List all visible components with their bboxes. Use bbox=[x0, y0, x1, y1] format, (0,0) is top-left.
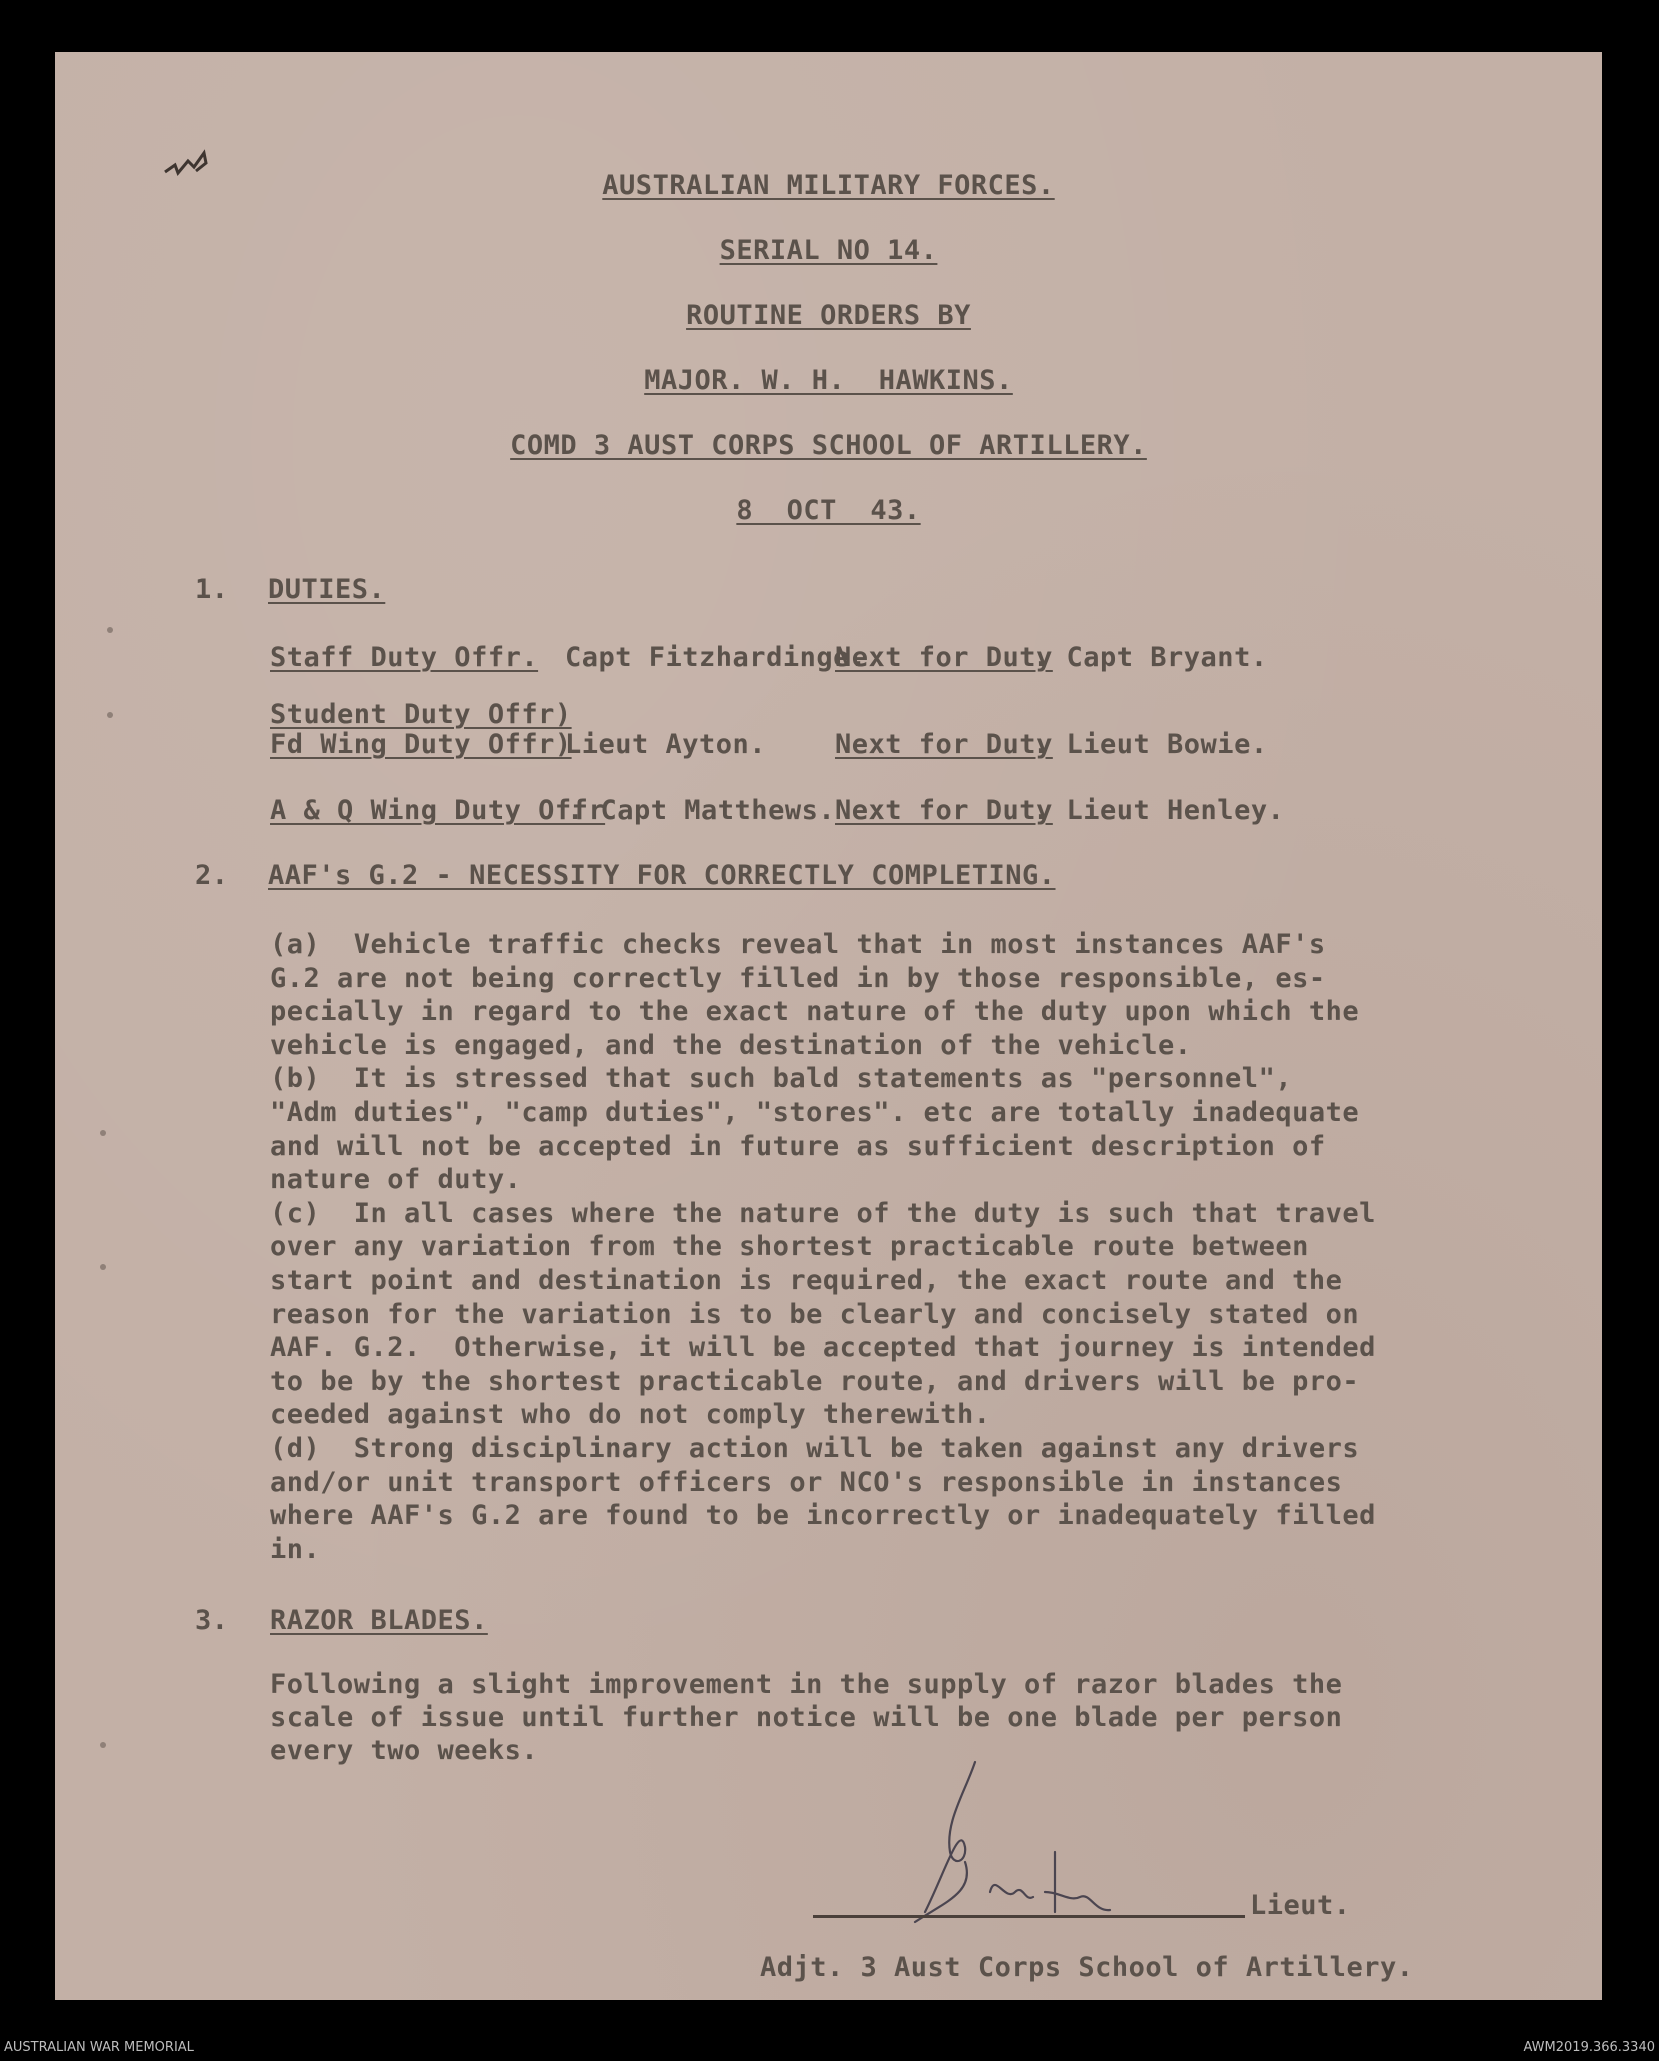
section-2-number: 2. bbox=[195, 860, 229, 891]
text-line: in. bbox=[270, 1533, 321, 1565]
duty-officer: Lieut Ayton. bbox=[565, 729, 767, 760]
footer-accession-number: AWM2019.366.3340 bbox=[1523, 2040, 1655, 2055]
text-line: over any variation from the shortest practicable route between bbox=[270, 1231, 1309, 1263]
text-line: G.2 are not being correctly filled in by those responsible, es- bbox=[270, 962, 1326, 994]
text-line: and will not be accepted in future as sufficient description of bbox=[270, 1130, 1326, 1162]
text-line: every two weeks. bbox=[270, 1735, 539, 1766]
section-3-heading: RAZOR BLADES. bbox=[270, 1605, 488, 1636]
section-1-number: 1. bbox=[195, 574, 229, 605]
section-2-body bbox=[270, 929, 1570, 1579]
text-line: where AAF's G.2 are found to be incorrectly or inadequately filled bbox=[270, 1500, 1376, 1532]
text-line: reason for the variation is to be clearly and concisely stated on bbox=[270, 1298, 1360, 1330]
next-duty-officer: . Capt Bryant. bbox=[1033, 642, 1268, 673]
punch-hole bbox=[107, 627, 113, 633]
footer-credit: AUSTRALIAN WAR MEMORIAL bbox=[4, 2040, 194, 2055]
section-3-number: 3. bbox=[195, 1605, 229, 1636]
text-line: and/or unit transport officers or NCO's responsible in instances bbox=[270, 1466, 1343, 1498]
punch-hole bbox=[100, 1130, 106, 1136]
text-line: scale of issue until further notice will be one blade per person bbox=[270, 1702, 1343, 1733]
duty-role: Student Duty Offr) bbox=[270, 699, 572, 730]
text-line: ceeded against who do not comply therewith. bbox=[270, 1399, 991, 1431]
next-duty-officer: . Lieut Bowie. bbox=[1033, 729, 1268, 760]
text-line: (a) Vehicle traffic checks reveal that in most instances AAF's bbox=[270, 929, 1326, 960]
header-line-2: SERIAL NO 14. bbox=[719, 235, 938, 266]
next-for-duty-label: Next for Duty bbox=[835, 642, 1053, 673]
text-line: pecially in regard to the exact nature of the duty upon which the bbox=[270, 996, 1360, 1028]
text-line: "Adm duties", "camp duties", "stores". etc are totally inadequate bbox=[270, 1097, 1360, 1128]
text-line: start point and destination is required, the exact route and the bbox=[270, 1265, 1343, 1296]
next-for-duty-label: Next for Duty bbox=[835, 795, 1053, 826]
header-line-3: ROUTINE ORDERS BY bbox=[686, 300, 971, 331]
signatory-rank: Lieut. bbox=[1250, 1890, 1351, 1921]
text-line: (d) Strong disciplinary action will be taken against any drivers bbox=[270, 1433, 1360, 1464]
text-line: vehicle is engaged, and the destination of the vehicle. bbox=[270, 1029, 1192, 1061]
punch-hole bbox=[100, 1742, 106, 1748]
document-page bbox=[55, 52, 1602, 2000]
text-line: to be by the shortest practicable route, and drivers will be pro- bbox=[270, 1365, 1360, 1397]
duty-role: A & Q Wing Duty Offr bbox=[270, 795, 606, 826]
signatory-appointment: Adjt. 3 Aust Corps School of Artillery. bbox=[760, 1952, 1414, 1983]
punch-hole bbox=[100, 1264, 106, 1270]
duty-officer: . Capt Matthews. bbox=[567, 795, 836, 826]
punch-hole bbox=[107, 712, 113, 718]
duty-officer: Capt Fitzhardinge. bbox=[565, 642, 867, 673]
duty-role: Staff Duty Offr. bbox=[270, 642, 539, 673]
text-line: AAF. G.2. Otherwise, it will be accepted that journey is intended bbox=[270, 1332, 1376, 1364]
next-duty-officer: . Lieut Henley. bbox=[1033, 795, 1285, 826]
text-line: Following a slight improvement in the supply of razor blades the bbox=[270, 1669, 1343, 1700]
header-date: 8 OCT 43. bbox=[736, 495, 921, 526]
header-line-1: AUSTRALIAN MILITARY FORCES. bbox=[602, 170, 1055, 201]
next-for-duty-label: Next for Duty bbox=[835, 729, 1053, 760]
text-line: nature of duty. bbox=[270, 1164, 522, 1196]
header-line-4: MAJOR. W. H. HAWKINS. bbox=[644, 365, 1013, 396]
signature-line bbox=[813, 1915, 1245, 1918]
text-line: (c) In all cases where the nature of the duty is such that travel bbox=[270, 1197, 1376, 1229]
section-1-heading: DUTIES. bbox=[268, 574, 386, 605]
header-line-5: COMD 3 AUST CORPS SCHOOL OF ARTILLERY. bbox=[510, 430, 1147, 461]
duty-role: Fd Wing Duty Offr) bbox=[270, 729, 572, 760]
section-2-heading: AAF's G.2 - NECESSITY FOR CORRECTLY COMPLETING. bbox=[268, 860, 1056, 891]
handwritten-signature bbox=[905, 1752, 1205, 1952]
text-line: (b) It is stressed that such bald statements as "personnel", bbox=[270, 1063, 1293, 1095]
